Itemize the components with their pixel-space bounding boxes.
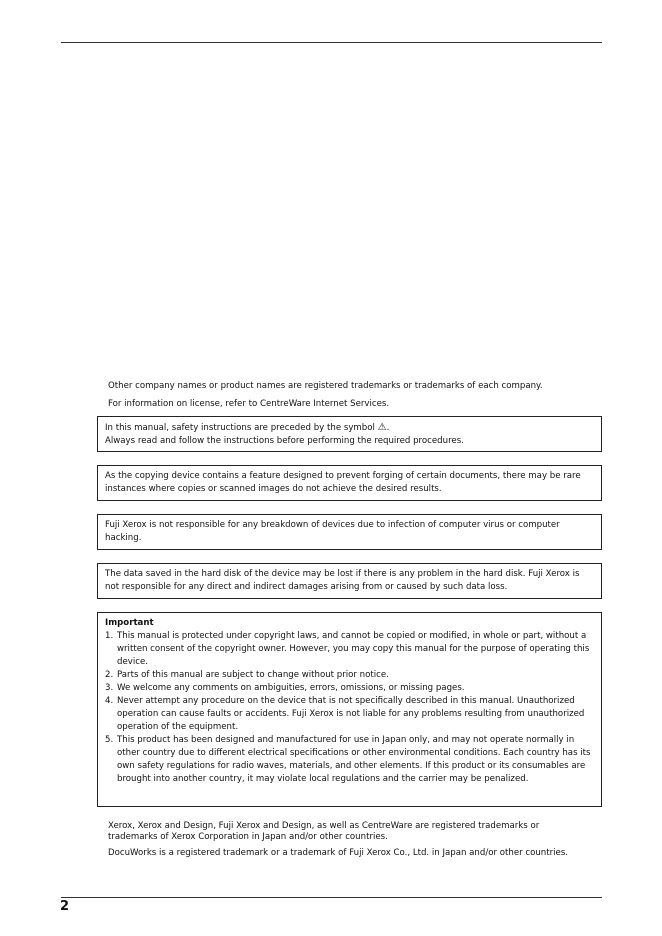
top-rule bbox=[61, 42, 602, 43]
safety-notice-line1: In this manual, safety instructions are preceded by the symbol ⚠. bbox=[105, 422, 390, 433]
bottom-rule bbox=[61, 897, 602, 898]
hard-disk-disclaimer-text: The data saved in the hard disk of the device may be lost if there is any problem in the hard disk. Fuji Xerox is not responsible for any direct and indirect damages arising from or caused by such data loss. bbox=[105, 569, 580, 592]
trademarks-note: Other company names or product names are registered trademarks or trademarks of each company. bbox=[108, 381, 543, 391]
important-title: Important bbox=[105, 618, 154, 628]
safety-notice-line2: Always read and follow the instructions before performing the required procedures. bbox=[105, 436, 464, 446]
xerox-trademark-line1: Xerox, Xerox and Design, Fuji Xerox and Design, as well as CentreWare are registered trademarks or bbox=[108, 821, 540, 831]
list-item: 5. This product has been designed and manufactured for use in Japan only, and may not operate normally in other country due to different electrical specifications or other environmental conditions. Each country has its own safety regulations for radio waves, materials, and other elements. If this product or its consumables are brought into another country, it may violate local regulations and the carrier may be penalized. bbox=[105, 735, 591, 784]
list-item: 1. This manual is protected under copyright laws, and cannot be copied or modified, in whole or part, without a written consent of the copyright owner. However, you may copy this manual for the purpose of operating this device. bbox=[105, 631, 590, 667]
hard-disk-disclaimer-box bbox=[97, 563, 602, 599]
copy-protection-text: As the copying device contains a feature designed to prevent forging of certain documents, there may be rare instances where copies or scanned images do not achieve the desired results. bbox=[105, 471, 581, 494]
important-list bbox=[105, 630, 594, 786]
xerox-trademark-line2: trademarks of Xerox Corporation in Japan and/or other countries. bbox=[108, 832, 388, 842]
copy-protection-box bbox=[97, 465, 602, 501]
page-number: 2 bbox=[60, 899, 70, 914]
virus-disclaimer-text: Fuji Xerox is not responsible for any breakdown of devices due to infection of computer virus or computer hacking. bbox=[105, 520, 560, 543]
docuworks-trademark: DocuWorks is a registered trademark or a trademark of Fuji Xerox Co., Ltd. in Japan and/or other countries. bbox=[108, 848, 569, 858]
list-item: 2. Parts of this manual are subject to change without prior notice. bbox=[105, 670, 389, 680]
important-box bbox=[97, 612, 602, 807]
license-note: For information on license, refer to CentreWare Internet Services. bbox=[108, 399, 390, 409]
warning-triangle-icon: ⚠ bbox=[377, 422, 387, 433]
safety-notice-box bbox=[97, 416, 602, 452]
list-item: 4. Never attempt any procedure on the device that is not specifically described in this manual. Unauthorized operation can cause faults or accidents. Fuji Xerox is not liable for any problems resulting from unauthorized operation of the equipment. bbox=[105, 696, 585, 732]
virus-disclaimer-box bbox=[97, 514, 602, 550]
list-item: 3. We welcome any comments on ambiguities, errors, omissions, or missing pages. bbox=[105, 683, 465, 693]
